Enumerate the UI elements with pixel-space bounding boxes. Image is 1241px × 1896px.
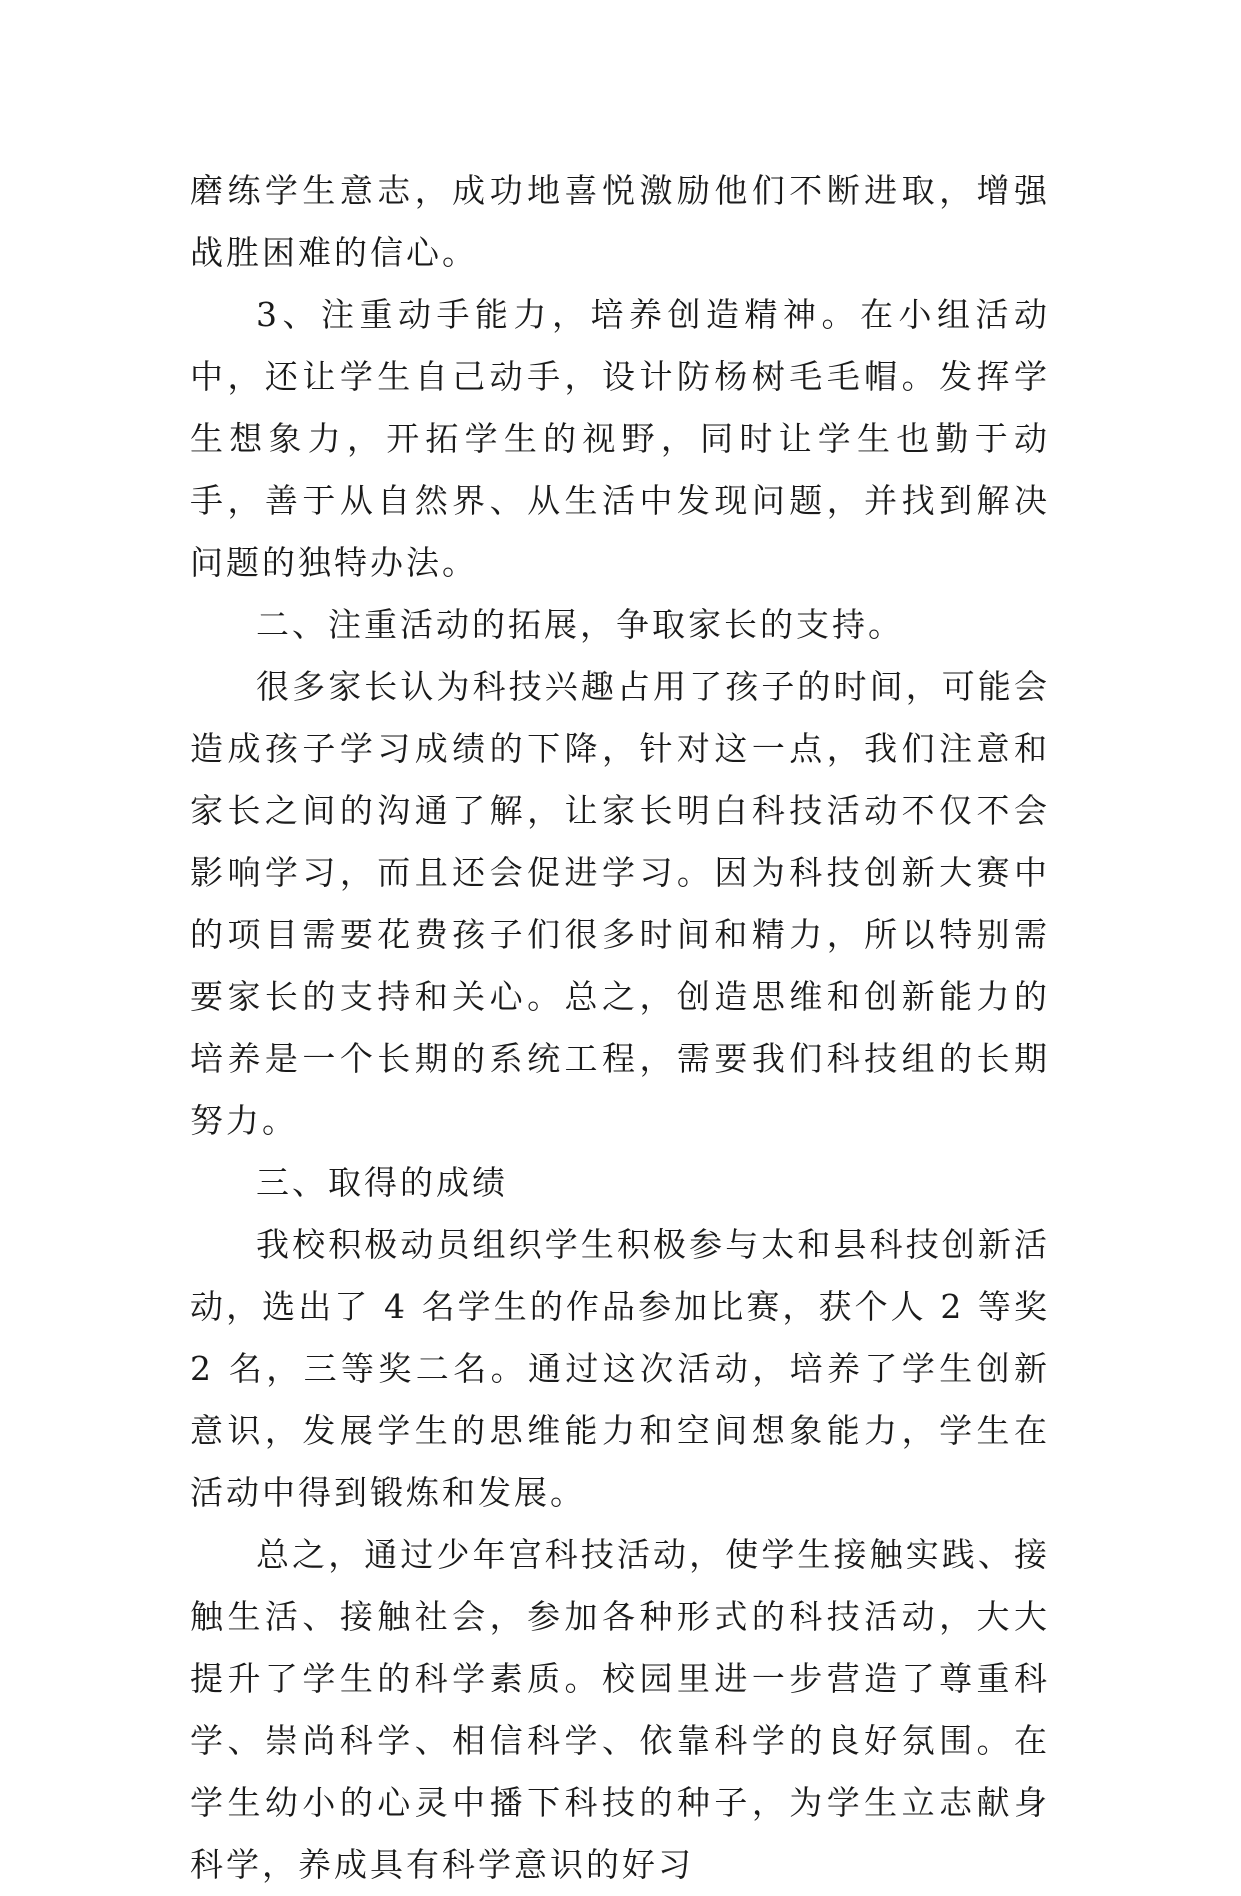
document-body <box>190 160 1050 1896</box>
paragraph-achievements: 我校积极动员组织学生积极参与太和县科技创新活动，选出了 4 名学生的作品参加比赛，获个人 2 等奖 2 名，三等奖二名。通过这次活动，培养了学生创新意识，发展学生的思维能力和空间想象能力，学生在活动中得到锻炼和发展。 <box>190 1225 1050 1512</box>
section-heading-3: 三、取得的成绩 <box>256 1163 508 1202</box>
paragraph-conclusion: 总之，通过少年宫科技活动，使学生接触实践、接触生活、接触社会，参加各种形式的科技活动，大大提升了学生的科学素质。校园里进一步营造了尊重科学、崇尚科学、相信科学、依靠科学的良好氛围。在学生幼小的心灵中播下科技的种子，为学生立志献身科学，养成具有科学意识的好习 <box>190 1535 1050 1884</box>
paragraph-parent-support: 很多家长认为科技兴趣占用了孩子的时间，可能会造成孩子学习成绩的下降，针对这一点，我们注意和家长之间的沟通了解，让家长明白科技活动不仅不会影响学习，而且还会促进学习。因为科技创新大赛中的项目需要花费孩子们很多时间和精力，所以特别需要家长的支持和关心。总之，创造思维和创新能力的培养是一个长期的系统工程，需要我们科技组的长期努力。 <box>190 667 1050 1140</box>
paragraph-point-3: 3、注重动手能力，培养创造精神。在小组活动中，还让学生自己动手，设计防杨树毛毛帽。发挥学生想象力，开拓学生的视野，同时让学生也勤于动手，善于从自然界、从生活中发现问题，并找到解决问题的独特办法。 <box>190 295 1050 582</box>
paragraph-continuation: 磨练学生意志，成功地喜悦激励他们不断进取，增强战胜困难的信心。 <box>190 171 1050 272</box>
section-heading-2: 二、注重活动的拓展，争取家长的支持。 <box>256 605 904 644</box>
